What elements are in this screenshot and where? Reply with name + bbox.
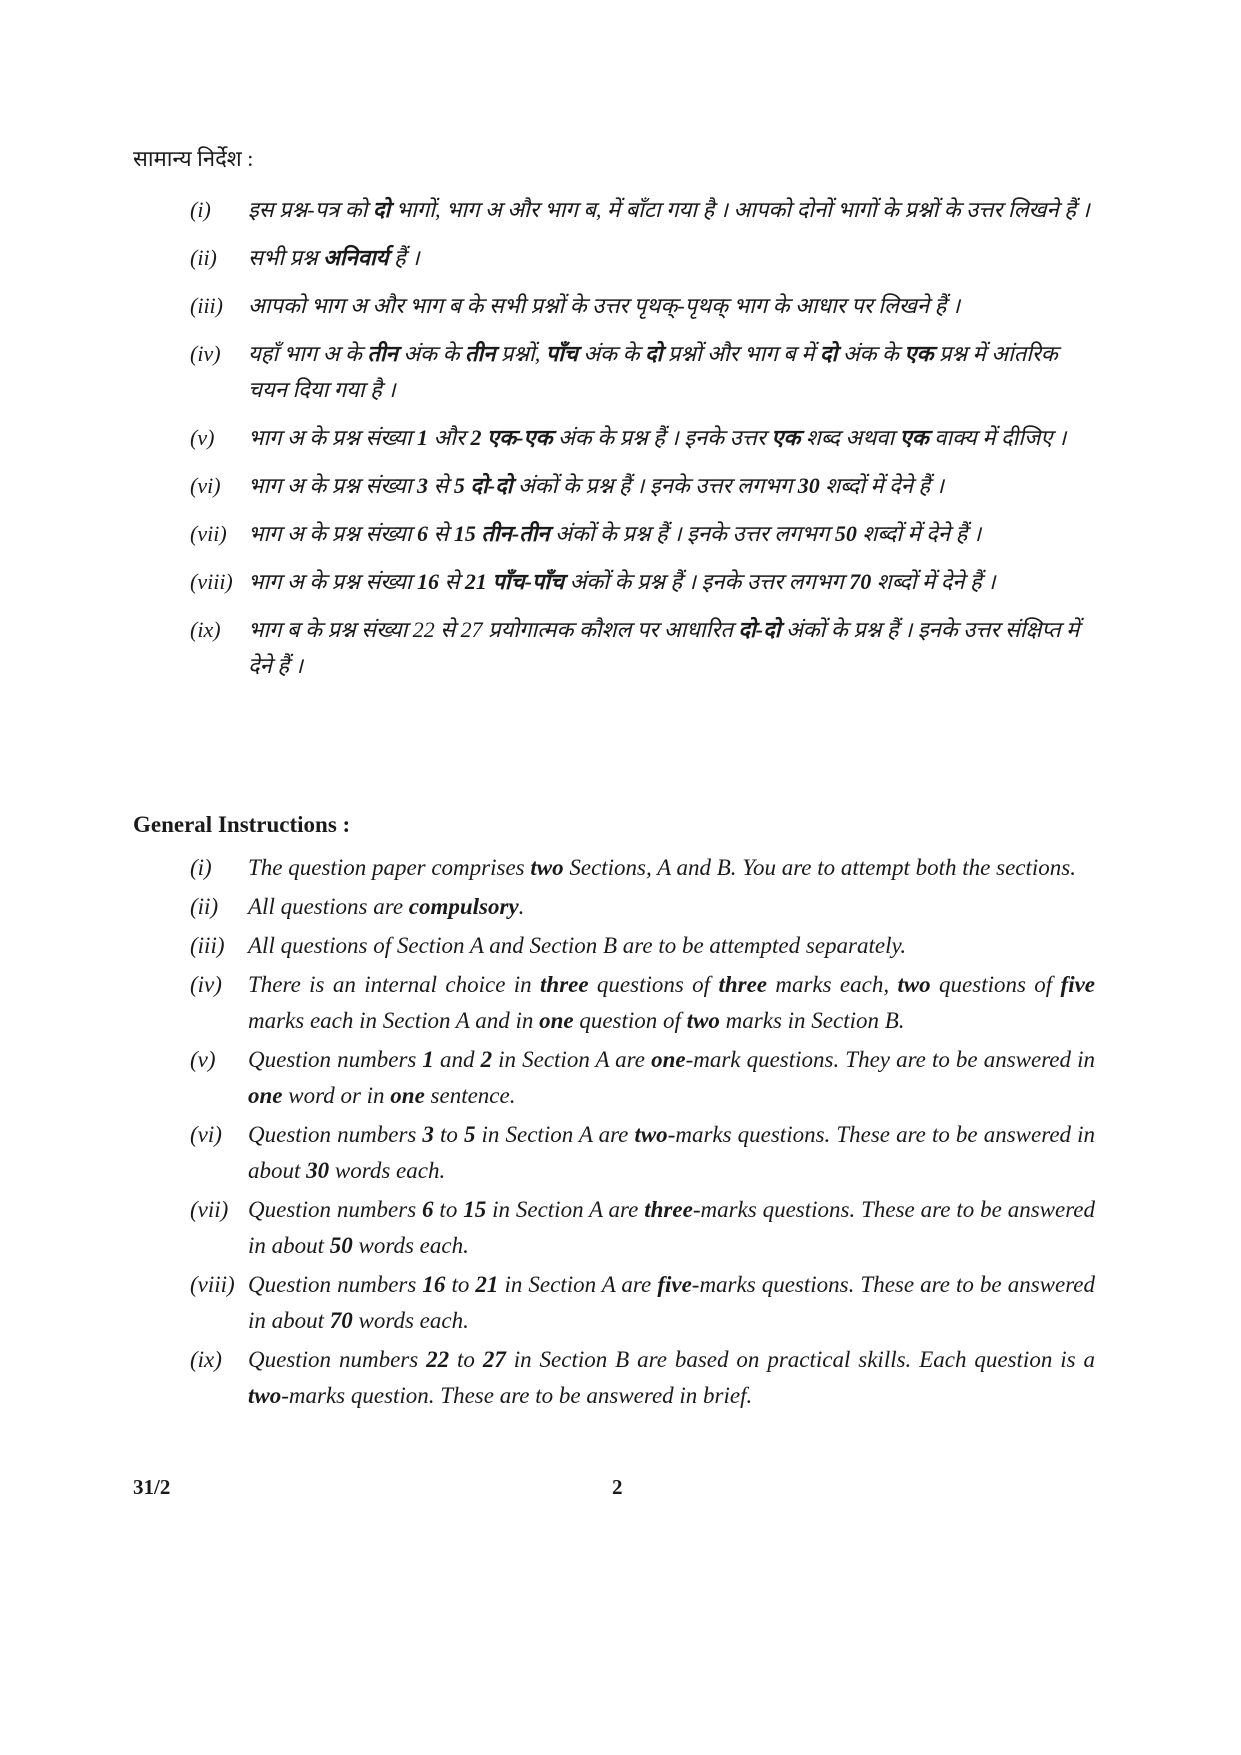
text-segment: -marks questions. These are to be answered in about <box>248 1122 1095 1183</box>
emphasis-text: two <box>897 972 931 997</box>
emphasis-text: दो-दो <box>738 617 781 642</box>
text-segment: . <box>518 894 525 919</box>
text-segment: to <box>449 1347 483 1372</box>
emphasis-text: 15 <box>463 1197 487 1222</box>
emphasis-text: एक <box>771 425 801 450</box>
instruction-item <box>190 468 1095 504</box>
emphasis-text: three <box>540 972 589 997</box>
hindi-instructions-list <box>190 192 1095 696</box>
text-segment: इस प्रश्न-पत्र को <box>248 197 373 222</box>
page-number: 2 <box>612 1475 623 1499</box>
emphasis-text: three <box>644 1197 693 1222</box>
text-segment: sentence. <box>424 1083 516 1108</box>
instruction-number: (vii) <box>190 521 227 546</box>
instruction-item <box>190 336 1095 408</box>
text-segment: आपको भाग अ और भाग ब के सभी प्रश्नों के उत्तर पृथक्-पृथक् भाग के आधार पर लिखने हैं । <box>248 293 961 318</box>
emphasis-text: दो <box>819 341 838 366</box>
emphasis-text: 27 <box>482 1347 506 1372</box>
instruction-text <box>248 245 420 270</box>
text-segment: भाग ब के प्रश्न संख्या 22 से 27 प्रयोगात्मक कौशल पर आधारित <box>248 617 739 642</box>
hindi-instructions-heading: सामान्य निर्देश : <box>133 146 254 171</box>
emphasis-text: 15 <box>453 521 476 546</box>
emphasis-text: 2 <box>480 1047 493 1072</box>
instruction-number: (viii) <box>190 1272 235 1297</box>
text-segment: to <box>433 1122 464 1147</box>
emphasis-text: तीन <box>367 341 398 366</box>
instruction-number: (v) <box>190 1047 216 1072</box>
emphasis-text: 16 <box>417 569 440 594</box>
emphasis-text: 6 <box>422 1197 434 1222</box>
instruction-item <box>190 564 1095 600</box>
emphasis-text: एक <box>899 425 929 450</box>
text-segment: प्रश्न में आंतरिक चयन दिया गया है । <box>248 341 1058 402</box>
text-segment: अंकों के प्रश्न हैं । इनके उत्तर लगभग <box>512 473 798 498</box>
instruction-item <box>190 612 1095 684</box>
instruction-item <box>190 192 1095 228</box>
text-segment: words each. <box>352 1308 469 1333</box>
emphasis-text: one <box>248 1083 283 1108</box>
text-segment: words each. <box>352 1233 469 1258</box>
instruction-text <box>248 1047 1095 1108</box>
paper-code: 31/2 <box>133 1475 171 1499</box>
emphasis-text: two <box>686 1008 720 1033</box>
instruction-number: (ix) <box>190 617 221 642</box>
text-segment: word or in <box>282 1083 391 1108</box>
instruction-text <box>248 1272 1095 1333</box>
text-segment: Question numbers <box>248 1347 427 1372</box>
text-segment: -marks question. These are to be answered in brief. <box>281 1383 753 1408</box>
text-segment: -mark questions. They are to be answered in <box>685 1047 1095 1072</box>
instruction-text <box>248 197 1090 222</box>
text-segment: सभी प्रश्न <box>248 245 324 270</box>
instruction-number: (i) <box>190 197 211 222</box>
text-segment: in Section A are <box>475 1122 635 1147</box>
emphasis-text: 70 <box>329 1308 353 1333</box>
text-segment: शब्दों में देने हैं । <box>856 521 982 546</box>
instruction-text <box>248 341 1058 402</box>
instruction-number: (vi) <box>190 1122 222 1147</box>
emphasis-text: 30 <box>797 473 820 498</box>
emphasis-text: पाँच <box>545 341 578 366</box>
instruction-text <box>248 521 981 546</box>
instruction-item <box>190 889 1095 925</box>
instruction-item <box>190 1192 1095 1264</box>
emphasis-text: 70 <box>849 569 872 594</box>
emphasis-text: one <box>539 1008 574 1033</box>
instruction-item <box>190 516 1095 552</box>
text-segment: to <box>445 1272 476 1297</box>
text-segment: हैं । <box>388 245 420 270</box>
text-segment: से <box>428 473 454 498</box>
emphasis-text: 21 <box>475 1272 499 1297</box>
text-segment: There is an internal choice in <box>248 972 541 997</box>
instruction-item <box>190 240 1095 276</box>
instruction-number: (iv) <box>190 972 222 997</box>
text-segment: अंक के <box>397 341 465 366</box>
text-segment: यहाँ भाग अ के <box>248 341 368 366</box>
emphasis-text: five <box>1060 972 1096 997</box>
instruction-text <box>248 425 1066 450</box>
instruction-item <box>190 1342 1095 1414</box>
text-segment: to <box>433 1197 464 1222</box>
emphasis-text: 6 <box>417 521 429 546</box>
text-segment: शब्दों में देने हैं । <box>871 569 996 594</box>
text-segment: Sections, A and B. You are to attempt both the sections. <box>563 855 1076 880</box>
emphasis-text: अनिवार्य <box>323 245 389 270</box>
emphasis-text: 2 <box>470 425 482 450</box>
instruction-text <box>248 855 1076 880</box>
instruction-number: (vi) <box>190 473 221 498</box>
instruction-item <box>190 1042 1095 1114</box>
emphasis-text: पाँच-पाँच <box>492 569 565 594</box>
emphasis-text: 3 <box>422 1122 434 1147</box>
instruction-number: (ii) <box>190 894 219 919</box>
text-segment: Question numbers <box>248 1122 423 1147</box>
text-segment: शब्दों में देने हैं । <box>819 473 944 498</box>
emphasis-text: two <box>248 1383 282 1408</box>
text-segment: अंक के प्रश्न हैं । इनके उत्तर <box>552 425 772 450</box>
emphasis-text: one <box>651 1047 686 1072</box>
text-segment: marks each in Section A and in <box>248 1008 540 1033</box>
instruction-item <box>190 420 1095 456</box>
text-segment: in Section A are <box>498 1272 658 1297</box>
instruction-item <box>190 850 1095 886</box>
emphasis-text: two <box>530 855 564 880</box>
text-segment: All questions are <box>248 894 409 919</box>
text-segment: words each. <box>329 1158 446 1183</box>
emphasis-text: 16 <box>422 1272 446 1297</box>
instruction-number: (vii) <box>190 1197 229 1222</box>
instruction-item <box>190 928 1095 964</box>
emphasis-text: two <box>634 1122 668 1147</box>
instruction-text <box>248 933 906 958</box>
text-segment: अंकों के प्रश्न हैं । इनके उत्तर लगभग <box>564 569 850 594</box>
text-segment: भाग अ के प्रश्न संख्या <box>248 473 418 498</box>
instruction-text <box>248 1197 1095 1258</box>
text-segment: -marks questions. These are to be answered in about <box>248 1197 1096 1258</box>
instruction-text <box>248 894 524 919</box>
text-segment: भाग अ के प्रश्न संख्या <box>248 521 418 546</box>
text-segment: The question paper comprises <box>248 855 531 880</box>
text-segment: Question numbers <box>248 1197 423 1222</box>
emphasis-text: एक-एक <box>487 425 553 450</box>
emphasis-text: 3 <box>417 473 429 498</box>
emphasis-text: तीन <box>464 341 496 366</box>
text-segment: अंक के <box>577 341 645 366</box>
text-segment: questions of <box>588 972 719 997</box>
instruction-number: (iv) <box>190 341 221 366</box>
text-segment: अंक के <box>837 341 905 366</box>
instruction-number: (viii) <box>190 569 233 594</box>
emphasis-text: तीन-तीन <box>481 521 550 546</box>
text-segment: in Section A are <box>486 1197 645 1222</box>
text-segment: Question numbers <box>248 1047 423 1072</box>
text-segment: वाक्य में दीजिए । <box>928 425 1067 450</box>
text-segment: questions of <box>930 972 1061 997</box>
text-segment: भाग अ के प्रश्न संख्या <box>248 425 418 450</box>
instruction-item <box>190 967 1095 1039</box>
text-segment: in Section A are <box>492 1047 652 1072</box>
emphasis-text: five <box>657 1272 692 1297</box>
instruction-item <box>190 1117 1095 1189</box>
instruction-text <box>248 293 960 318</box>
text-segment: अंकों के प्रश्न हैं । इनके उत्तर संक्षिप्त में देने हैं । <box>248 617 1080 678</box>
emphasis-text: 5 <box>453 473 465 498</box>
emphasis-text: 50 <box>834 521 857 546</box>
text-segment: भाग अ के प्रश्न संख्या <box>248 569 418 594</box>
instruction-number: (ix) <box>190 1347 222 1372</box>
instruction-text <box>248 1122 1095 1183</box>
emphasis-text: दो-दो <box>470 473 513 498</box>
emphasis-text: three <box>718 972 767 997</box>
instruction-number: (iii) <box>190 933 225 958</box>
emphasis-text: 1 <box>417 425 429 450</box>
english-instructions-list <box>190 850 1095 1417</box>
text-segment: in Section B are based on practical skills. Each question is a <box>505 1347 1095 1372</box>
emphasis-text: one <box>390 1083 425 1108</box>
instruction-number: (i) <box>190 855 212 880</box>
emphasis-text: 30 <box>306 1158 330 1183</box>
text-segment: All questions of Section A and Section B are to be attempted separately. <box>248 933 907 958</box>
text-segment: और <box>428 425 471 450</box>
emphasis-text: 22 <box>426 1347 450 1372</box>
instruction-number: (v) <box>190 425 215 450</box>
emphasis-text: एक <box>904 341 934 366</box>
text-segment: question of <box>573 1008 687 1033</box>
emphasis-text: compulsory <box>408 894 519 919</box>
text-segment: शब्द अथवा <box>800 425 900 450</box>
english-instructions-heading: General Instructions : <box>133 812 351 837</box>
emphasis-text: 21 <box>464 569 487 594</box>
instruction-item <box>190 1267 1095 1339</box>
text-segment: प्रश्नों, <box>495 341 546 366</box>
instruction-number: (iii) <box>190 293 223 318</box>
emphasis-text: 1 <box>422 1047 434 1072</box>
text-segment: Question numbers <box>248 1272 423 1297</box>
text-segment: अंकों के प्रश्न हैं । इनके उत्तर लगभग <box>549 521 835 546</box>
instruction-text <box>248 972 1095 1033</box>
emphasis-text: दो <box>644 341 663 366</box>
instruction-text <box>248 473 944 498</box>
text-segment: से <box>428 521 454 546</box>
text-segment: प्रश्नों और भाग ब में <box>662 341 820 366</box>
text-segment: marks each, <box>767 972 898 997</box>
text-segment: -marks questions. These are to be answered in about <box>248 1272 1096 1333</box>
text-segment: and <box>433 1047 481 1072</box>
instruction-text <box>248 617 1079 678</box>
instruction-text <box>248 1347 1095 1408</box>
text-segment: भागों, भाग अ और भाग ब, में बाँटा गया है । आपको दोनों भागों के प्रश्नों के उत्तर लिखने हैं । <box>390 197 1090 222</box>
emphasis-text: 50 <box>329 1233 353 1258</box>
text-segment: से <box>439 569 465 594</box>
instruction-number: (ii) <box>190 245 217 270</box>
text-segment: marks in Section B. <box>719 1008 905 1033</box>
emphasis-text: 5 <box>463 1122 476 1147</box>
emphasis-text: दो <box>372 197 391 222</box>
instruction-text <box>248 569 996 594</box>
instruction-item <box>190 288 1095 324</box>
